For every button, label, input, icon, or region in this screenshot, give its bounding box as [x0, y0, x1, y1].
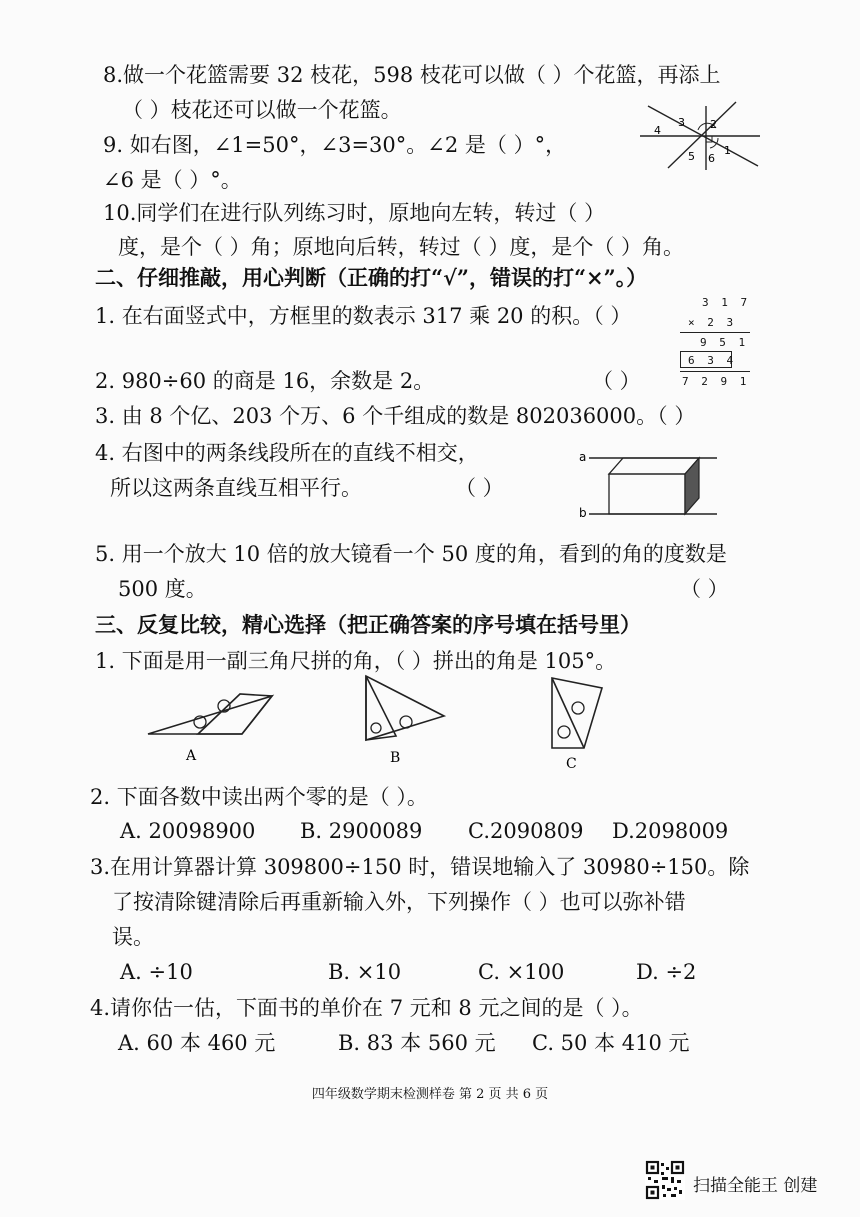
s3-q2-option-b: B. 2900089: [300, 819, 423, 843]
angle-label-3: 3: [678, 116, 685, 129]
s3-q2: 2. 下面各数中读出两个零的是（ ）。: [90, 785, 428, 809]
s3-q3-option-c: C. ×100: [478, 960, 565, 984]
angle-label-4: 4: [654, 124, 661, 137]
line-label-b: b: [579, 506, 587, 520]
angle-label-1: 1: [724, 144, 731, 157]
parallel-lines-box-figure: [575, 446, 735, 524]
s2-q4-line2: 所以这两条直线互相平行。: [110, 476, 362, 500]
s3-q2-option-d: D.2098009: [612, 819, 729, 843]
calc-row-3: 9 5 1: [700, 336, 749, 349]
calc-divider-1: [680, 332, 750, 333]
s2-q4-line1: 4. 右图中的两条线段所在的直线不相交，: [95, 441, 479, 465]
s3-q4-option-a: A. 60 本 460 元: [118, 1031, 276, 1055]
calc-row-5: 7 2 9 1: [682, 375, 750, 388]
calc-row-1: 3 1 7: [702, 296, 751, 309]
line-label-a: a: [579, 450, 587, 464]
section3-heading: 三、反复比较，精心选择（把正确答案的序号填在括号里）: [95, 612, 641, 637]
q9-line2: ∠6 是（ ）°。: [103, 168, 242, 192]
option-label-b: B: [390, 750, 401, 766]
s2-q5-line2: 500 度。: [118, 577, 207, 601]
s3-q3-option-b: B. ×10: [328, 960, 402, 984]
angle-label-2: 2: [710, 118, 717, 131]
q8-line1: 8.做一个花篮需要 32 枝花，598 枝花可以做（ ）个花篮，再添上: [103, 63, 721, 87]
s3-q3-line1: 3.在用计算器计算 309800÷150 时，错误地输入了 30980÷150。除: [90, 855, 750, 879]
s3-q2-option-c: C.2090809: [468, 819, 584, 843]
triangle-set-option-b: [352, 672, 452, 767]
triangle-set-option-a: [140, 686, 285, 766]
triangle-set-option-c: [540, 672, 615, 772]
s2-q5-paren: （ ）: [680, 577, 729, 601]
calc-divider-2: [680, 371, 750, 372]
q8-line2: （ ）枝花还可以做一个花篮。: [122, 98, 402, 122]
qr-code-icon: [645, 1160, 685, 1200]
s3-q3-line3: 误。: [112, 925, 154, 949]
q10-line1: 10.同学们在进行队列练习时，原地向左转，转过（ ）: [103, 201, 606, 225]
s2-q5-line1: 5. 用一个放大 10 倍的放大镜看一个 50 度的角，看到的角的度数是: [95, 542, 727, 566]
section2-heading: 二、仔细推敲，用心判断（正确的打“√”，错误的打“×”。）: [95, 265, 648, 290]
s3-q4-option-c: C. 50 本 410 元: [532, 1031, 690, 1055]
s2-q3: 3. 由 8 个亿、203 个万、6 个千组成的数是 802036000。（ ）: [95, 404, 696, 428]
intersecting-lines-figure: [640, 100, 760, 170]
s3-q1: 1. 下面是用一副三角尺拼的角，（ ）拼出的角是 105°。: [95, 649, 617, 673]
s3-q3-option-a: A. ÷10: [120, 960, 193, 984]
s3-q3-line2: 了按清除键清除后再重新输入外，下列操作（ ）也可以弥补错: [112, 890, 686, 914]
calc-row-4: 6 3 4: [688, 354, 737, 367]
option-label-c: C: [566, 756, 577, 772]
s3-q4-option-b: B. 83 本 560 元: [338, 1031, 496, 1055]
s3-q4: 4.请你估一估，下面书的单价在 7 元和 8 元之间的是（ ）。: [90, 996, 643, 1020]
angle-label-5: 5: [688, 150, 695, 163]
q10-line2: 度，是个（ ）角；原地向后转，转过（ ）度，是个（ ）角。: [118, 235, 685, 259]
page-footer: 四年级数学期末检测样卷 第 2 页 共 6 页: [311, 1087, 549, 1102]
calc-row-2: × 2 3: [688, 316, 737, 329]
q9-line1: 9. 如右图，∠1=50°，∠3=30°。∠2 是（ ）°，: [103, 133, 567, 157]
s3-q2-option-a: A. 20098900: [120, 819, 256, 843]
vertical-multiplication: [676, 296, 752, 392]
s2-q1: 1. 在右面竖式中，方框里的数表示 317 乘 20 的积。（ ）: [95, 304, 632, 328]
s3-q3-option-d: D. ÷2: [636, 960, 697, 984]
s2-q2: 2. 980÷60 的商是 16，余数是 2。: [95, 369, 435, 393]
s2-q2-paren: （ ）: [592, 369, 641, 393]
scanner-brand: 扫描全能王 创建: [693, 1176, 818, 1196]
angle-label-6: 6: [708, 152, 715, 165]
s2-q4-paren: （ ）: [455, 476, 504, 500]
option-label-a: A: [186, 748, 197, 764]
